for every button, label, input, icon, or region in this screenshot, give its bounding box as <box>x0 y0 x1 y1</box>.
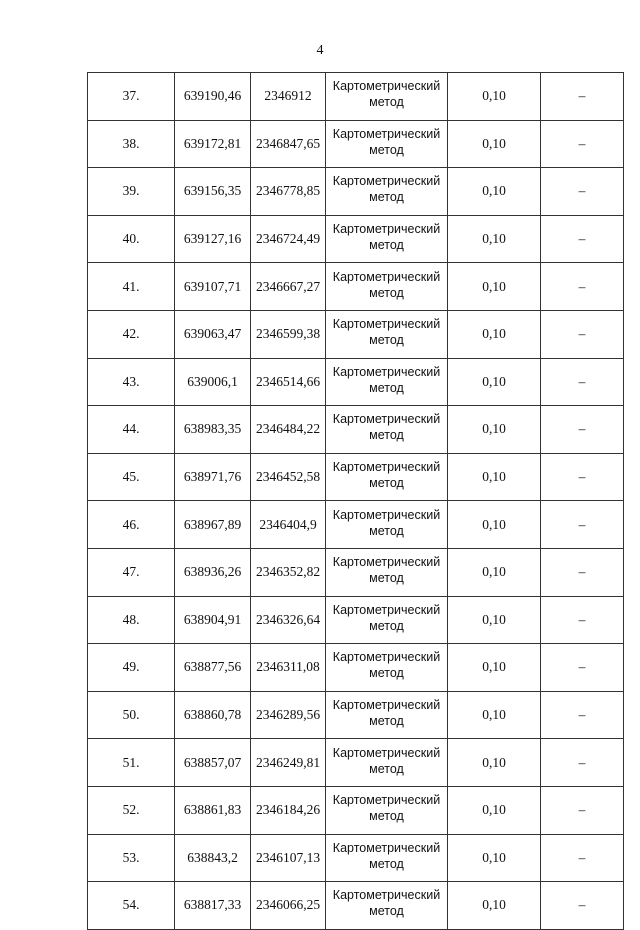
y-coordinate-cell: 2346514,66 <box>251 358 326 406</box>
y-coordinate-cell: 2346599,38 <box>251 310 326 358</box>
method-cell <box>326 73 448 121</box>
point-number-cell: 53. <box>88 834 175 882</box>
table-row <box>88 263 624 311</box>
method-line-1: Картометрический <box>332 126 441 141</box>
accuracy-cell: 0,10 <box>448 834 541 882</box>
dash-cell: – <box>541 406 624 454</box>
method-line-1: Картометрический <box>332 364 441 379</box>
x-coordinate-cell: 638817,33 <box>175 882 251 930</box>
dash-cell: – <box>541 453 624 501</box>
x-coordinate-cell: 639127,16 <box>175 215 251 263</box>
method-cell <box>326 263 448 311</box>
point-number-cell: 39. <box>88 168 175 216</box>
method-line-2: метод <box>369 618 404 633</box>
method-cell <box>326 596 448 644</box>
table-row <box>88 786 624 834</box>
method-line-1: Картометрический <box>332 79 441 94</box>
point-number-cell: 52. <box>88 786 175 834</box>
table-row <box>88 834 624 882</box>
point-number-cell: 45. <box>88 453 175 501</box>
dash-cell: – <box>541 120 624 168</box>
accuracy-cell: 0,10 <box>448 739 541 787</box>
method-line-2: метод <box>369 428 404 443</box>
method-line-1: Картометрический <box>332 745 441 760</box>
dash-cell: – <box>541 358 624 406</box>
table-row <box>88 739 624 787</box>
y-coordinate-cell: 2346066,25 <box>251 882 326 930</box>
method-line-2: метод <box>369 95 404 110</box>
x-coordinate-cell: 639006,1 <box>175 358 251 406</box>
x-coordinate-cell: 639172,81 <box>175 120 251 168</box>
x-coordinate-cell: 639063,47 <box>175 310 251 358</box>
point-number-cell: 47. <box>88 548 175 596</box>
dash-cell: – <box>541 168 624 216</box>
point-number-cell: 49. <box>88 644 175 692</box>
method-line-2: метод <box>369 714 404 729</box>
table-row <box>88 358 624 406</box>
point-number-cell: 38. <box>88 120 175 168</box>
accuracy-cell: 0,10 <box>448 596 541 644</box>
method-cell <box>326 168 448 216</box>
method-line-2: метод <box>369 380 404 395</box>
y-coordinate-cell: 2346311,08 <box>251 644 326 692</box>
point-number-cell: 37. <box>88 73 175 121</box>
point-number-cell: 50. <box>88 691 175 739</box>
method-line-1: Картометрический <box>332 555 441 570</box>
y-coordinate-cell: 2346778,85 <box>251 168 326 216</box>
accuracy-cell: 0,10 <box>448 358 541 406</box>
dash-cell: – <box>541 548 624 596</box>
accuracy-cell: 0,10 <box>448 263 541 311</box>
method-line-1: Картометрический <box>332 888 441 903</box>
x-coordinate-cell: 638843,2 <box>175 834 251 882</box>
accuracy-cell: 0,10 <box>448 73 541 121</box>
table-row <box>88 215 624 263</box>
method-cell <box>326 739 448 787</box>
method-line-1: Картометрический <box>332 460 441 475</box>
y-coordinate-cell: 2346289,56 <box>251 691 326 739</box>
method-line-1: Картометрический <box>332 602 441 617</box>
x-coordinate-cell: 638936,26 <box>175 548 251 596</box>
x-coordinate-cell: 638877,56 <box>175 644 251 692</box>
method-line-2: метод <box>369 476 404 491</box>
method-line-1: Картометрический <box>332 222 441 237</box>
table-row <box>88 453 624 501</box>
x-coordinate-cell: 639156,35 <box>175 168 251 216</box>
y-coordinate-cell: 2346107,13 <box>251 834 326 882</box>
y-coordinate-cell: 2346404,9 <box>251 501 326 549</box>
method-line-2: метод <box>369 238 404 253</box>
method-cell <box>326 834 448 882</box>
x-coordinate-cell: 638904,91 <box>175 596 251 644</box>
point-number-cell: 51. <box>88 739 175 787</box>
method-line-1: Картометрический <box>332 317 441 332</box>
table-row <box>88 120 624 168</box>
method-line-2: метод <box>369 809 404 824</box>
point-number-cell: 54. <box>88 882 175 930</box>
dash-cell: – <box>541 310 624 358</box>
accuracy-cell: 0,10 <box>448 215 541 263</box>
point-number-cell: 46. <box>88 501 175 549</box>
method-cell <box>326 358 448 406</box>
coordinates-table <box>87 72 624 930</box>
dash-cell: – <box>541 501 624 549</box>
method-cell <box>326 501 448 549</box>
dash-cell: – <box>541 786 624 834</box>
accuracy-cell: 0,10 <box>448 882 541 930</box>
accuracy-cell: 0,10 <box>448 310 541 358</box>
x-coordinate-cell: 638857,07 <box>175 739 251 787</box>
y-coordinate-cell: 2346352,82 <box>251 548 326 596</box>
x-coordinate-cell: 638967,89 <box>175 501 251 549</box>
page-number: 4 <box>316 43 324 58</box>
method-line-1: Картометрический <box>332 840 441 855</box>
method-cell <box>326 310 448 358</box>
method-line-2: метод <box>369 523 404 538</box>
accuracy-cell: 0,10 <box>448 644 541 692</box>
dash-cell: – <box>541 263 624 311</box>
y-coordinate-cell: 2346452,58 <box>251 453 326 501</box>
dash-cell: – <box>541 596 624 644</box>
x-coordinate-cell: 638861,83 <box>175 786 251 834</box>
method-cell <box>326 786 448 834</box>
point-number-cell: 41. <box>88 263 175 311</box>
method-line-2: метод <box>369 904 404 919</box>
y-coordinate-cell: 2346326,64 <box>251 596 326 644</box>
method-line-1: Картометрический <box>332 174 441 189</box>
dash-cell: – <box>541 644 624 692</box>
accuracy-cell: 0,10 <box>448 501 541 549</box>
x-coordinate-cell: 638860,78 <box>175 691 251 739</box>
y-coordinate-cell: 2346249,81 <box>251 739 326 787</box>
method-line-2: метод <box>369 285 404 300</box>
method-line-2: метод <box>369 666 404 681</box>
method-line-2: метод <box>369 333 404 348</box>
dash-cell: – <box>541 215 624 263</box>
method-line-2: метод <box>369 190 404 205</box>
table-row <box>88 168 624 216</box>
method-line-2: метод <box>369 761 404 776</box>
table-row <box>88 596 624 644</box>
method-cell <box>326 406 448 454</box>
accuracy-cell: 0,10 <box>448 786 541 834</box>
method-cell <box>326 644 448 692</box>
method-line-2: метод <box>369 856 404 871</box>
method-line-2: метод <box>369 142 404 157</box>
method-line-1: Картометрический <box>332 507 441 522</box>
y-coordinate-cell: 2346847,65 <box>251 120 326 168</box>
dash-cell: – <box>541 834 624 882</box>
method-cell <box>326 120 448 168</box>
method-line-1: Картометрический <box>332 650 441 665</box>
point-number-cell: 44. <box>88 406 175 454</box>
dash-cell: – <box>541 691 624 739</box>
accuracy-cell: 0,10 <box>448 120 541 168</box>
method-line-1: Картометрический <box>332 269 441 284</box>
table-row <box>88 548 624 596</box>
table-row <box>88 73 624 121</box>
accuracy-cell: 0,10 <box>448 168 541 216</box>
accuracy-cell: 0,10 <box>448 453 541 501</box>
x-coordinate-cell: 638971,76 <box>175 453 251 501</box>
y-coordinate-cell: 2346667,27 <box>251 263 326 311</box>
y-coordinate-cell: 2346484,22 <box>251 406 326 454</box>
dash-cell: – <box>541 882 624 930</box>
point-number-cell: 43. <box>88 358 175 406</box>
point-number-cell: 42. <box>88 310 175 358</box>
y-coordinate-cell: 2346184,26 <box>251 786 326 834</box>
method-line-1: Картометрический <box>332 793 441 808</box>
table-row <box>88 882 624 930</box>
dash-cell: – <box>541 73 624 121</box>
dash-cell: – <box>541 739 624 787</box>
method-line-1: Картометрический <box>332 698 441 713</box>
table-row <box>88 691 624 739</box>
method-cell <box>326 691 448 739</box>
method-cell <box>326 453 448 501</box>
accuracy-cell: 0,10 <box>448 406 541 454</box>
table-row <box>88 501 624 549</box>
table-row <box>88 644 624 692</box>
coordinates-table-body <box>88 73 624 930</box>
x-coordinate-cell: 639190,46 <box>175 73 251 121</box>
method-line-1: Картометрический <box>332 412 441 427</box>
table-row <box>88 406 624 454</box>
method-cell <box>326 548 448 596</box>
accuracy-cell: 0,10 <box>448 548 541 596</box>
y-coordinate-cell: 2346724,49 <box>251 215 326 263</box>
x-coordinate-cell: 639107,71 <box>175 263 251 311</box>
method-line-2: метод <box>369 571 404 586</box>
table-row <box>88 310 624 358</box>
accuracy-cell: 0,10 <box>448 691 541 739</box>
method-cell <box>326 215 448 263</box>
method-cell <box>326 882 448 930</box>
point-number-cell: 48. <box>88 596 175 644</box>
y-coordinate-cell: 2346912 <box>251 73 326 121</box>
x-coordinate-cell: 638983,35 <box>175 406 251 454</box>
point-number-cell: 40. <box>88 215 175 263</box>
